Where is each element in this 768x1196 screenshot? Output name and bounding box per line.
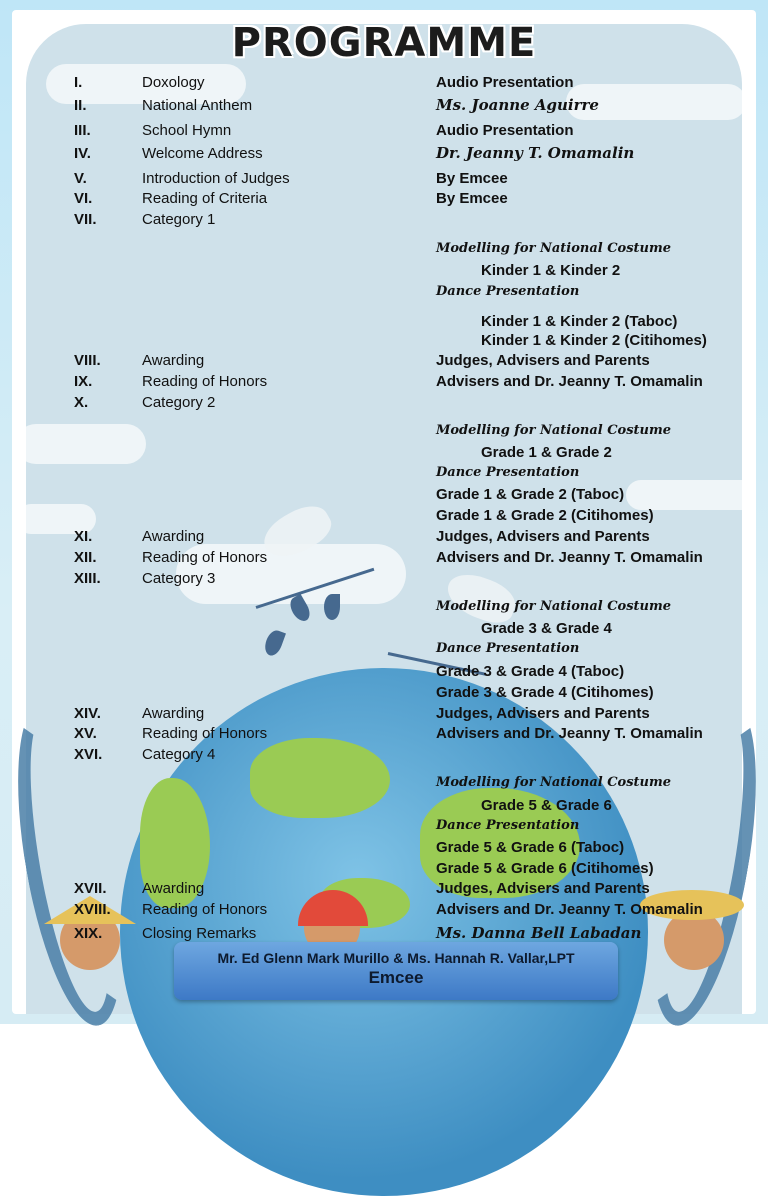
leaf-decoration (324, 594, 340, 620)
item-detail: Judges, Advisers and Parents (436, 880, 650, 897)
item-detail: Ms. Danna Bell Labadan (436, 924, 642, 942)
item-label: Reading of Honors (142, 725, 268, 742)
cloud-decoration (26, 424, 146, 464)
item-number: I. (74, 74, 83, 91)
item-number: II. (74, 97, 87, 114)
item-label: Awarding (142, 528, 205, 545)
item-label: Category 2 (142, 394, 216, 411)
item-label: Doxology (142, 74, 205, 91)
modelling-heading: Modelling for National Costume (436, 775, 672, 790)
modelling-grade: Grade 1 & Grade 2 (481, 444, 612, 461)
item-detail: Audio Presentation (436, 122, 574, 139)
dance-heading: Dance Presentation (436, 818, 580, 833)
item-number: XIV. (74, 705, 101, 722)
item-label: Category 3 (142, 570, 216, 587)
dance-group: Grade 3 & Grade 4 (Taboc) (436, 663, 625, 680)
item-number: XI. (74, 528, 93, 545)
item-detail: Ms. Joanne Aguirre (436, 96, 599, 114)
dance-group: Kinder 1 & Kinder 2 (Taboc) (481, 313, 678, 330)
item-detail: Advisers and Dr. Jeanny T. Omamalin (436, 549, 703, 566)
land-decoration (250, 738, 390, 818)
modelling-heading: Modelling for National Costume (436, 241, 672, 256)
item-detail: By Emcee (436, 190, 508, 207)
modelling-heading: Modelling for National Costume (436, 423, 672, 438)
dance-heading: Dance Presentation (436, 284, 580, 299)
modelling-grade: Grade 3 & Grade 4 (481, 620, 612, 637)
emcee-label: Emcee (368, 968, 424, 987)
dance-group: Grade 3 & Grade 4 (Citihomes) (436, 684, 654, 701)
item-label: Category 4 (142, 746, 216, 763)
item-label: Introduction of Judges (142, 170, 290, 187)
item-detail: Judges, Advisers and Parents (436, 352, 650, 369)
item-number: VI. (74, 190, 93, 207)
item-label: Reading of Honors (142, 549, 268, 566)
item-number: IX. (74, 373, 93, 390)
dance-group: Grade 5 & Grade 6 (Taboc) (436, 839, 625, 856)
item-detail: Audio Presentation (436, 74, 574, 91)
item-detail: Advisers and Dr. Jeanny T. Omamalin (436, 725, 703, 742)
item-label: Closing Remarks (142, 925, 257, 942)
item-label: Reading of Honors (142, 901, 268, 918)
item-detail: Dr. Jeanny T. Omamalin (436, 144, 635, 162)
item-detail: Advisers and Dr. Jeanny T. Omamalin (436, 901, 703, 918)
emcee-names: Mr. Ed Glenn Mark Murillo & Ms. Hannah R. Vallar,LPT (217, 950, 575, 966)
item-number: IV. (74, 145, 91, 162)
item-number: XIX. (74, 925, 103, 942)
item-label: Awarding (142, 705, 205, 722)
item-label: Reading of Honors (142, 373, 268, 390)
item-label: Category 1 (142, 211, 216, 228)
item-detail: By Emcee (436, 170, 508, 187)
item-number: X. (74, 394, 89, 411)
dance-group: Kinder 1 & Kinder 2 (Citihomes) (481, 332, 707, 349)
item-label: Awarding (142, 880, 205, 897)
item-label: Awarding (142, 352, 205, 369)
page-title: PROGRAMME (231, 20, 537, 66)
item-number: VIII. (74, 352, 101, 369)
dance-group: Grade 1 & Grade 2 (Taboc) (436, 486, 625, 503)
item-detail: Judges, Advisers and Parents (436, 705, 650, 722)
item-number: V. (74, 170, 87, 187)
item-number: XIII. (74, 570, 101, 587)
emcee-banner (174, 942, 618, 1000)
item-number: XII. (74, 549, 97, 566)
item-number: XV. (74, 725, 97, 742)
dance-heading: Dance Presentation (436, 465, 580, 480)
item-label: School Hymn (142, 122, 232, 139)
item-label: Reading of Criteria (142, 190, 268, 207)
modelling-grade: Kinder 1 & Kinder 2 (481, 262, 621, 279)
modelling-grade: Grade 5 & Grade 6 (481, 797, 612, 814)
item-number: XVI. (74, 746, 103, 763)
item-label: Welcome Address (142, 145, 263, 162)
item-number: VII. (74, 211, 97, 228)
item-number: XVII. (74, 880, 107, 897)
modelling-heading: Modelling for National Costume (436, 599, 672, 614)
cloud-decoration (626, 480, 742, 510)
item-number: III. (74, 122, 91, 139)
dance-group: Grade 1 & Grade 2 (Citihomes) (436, 507, 654, 524)
dance-group: Grade 5 & Grade 6 (Citihomes) (436, 860, 654, 877)
item-detail: Advisers and Dr. Jeanny T. Omamalin (436, 373, 703, 390)
item-detail: Judges, Advisers and Parents (436, 528, 650, 545)
item-label: National Anthem (142, 97, 253, 114)
item-number: XVIII. (74, 901, 111, 918)
dance-heading: Dance Presentation (436, 641, 580, 656)
